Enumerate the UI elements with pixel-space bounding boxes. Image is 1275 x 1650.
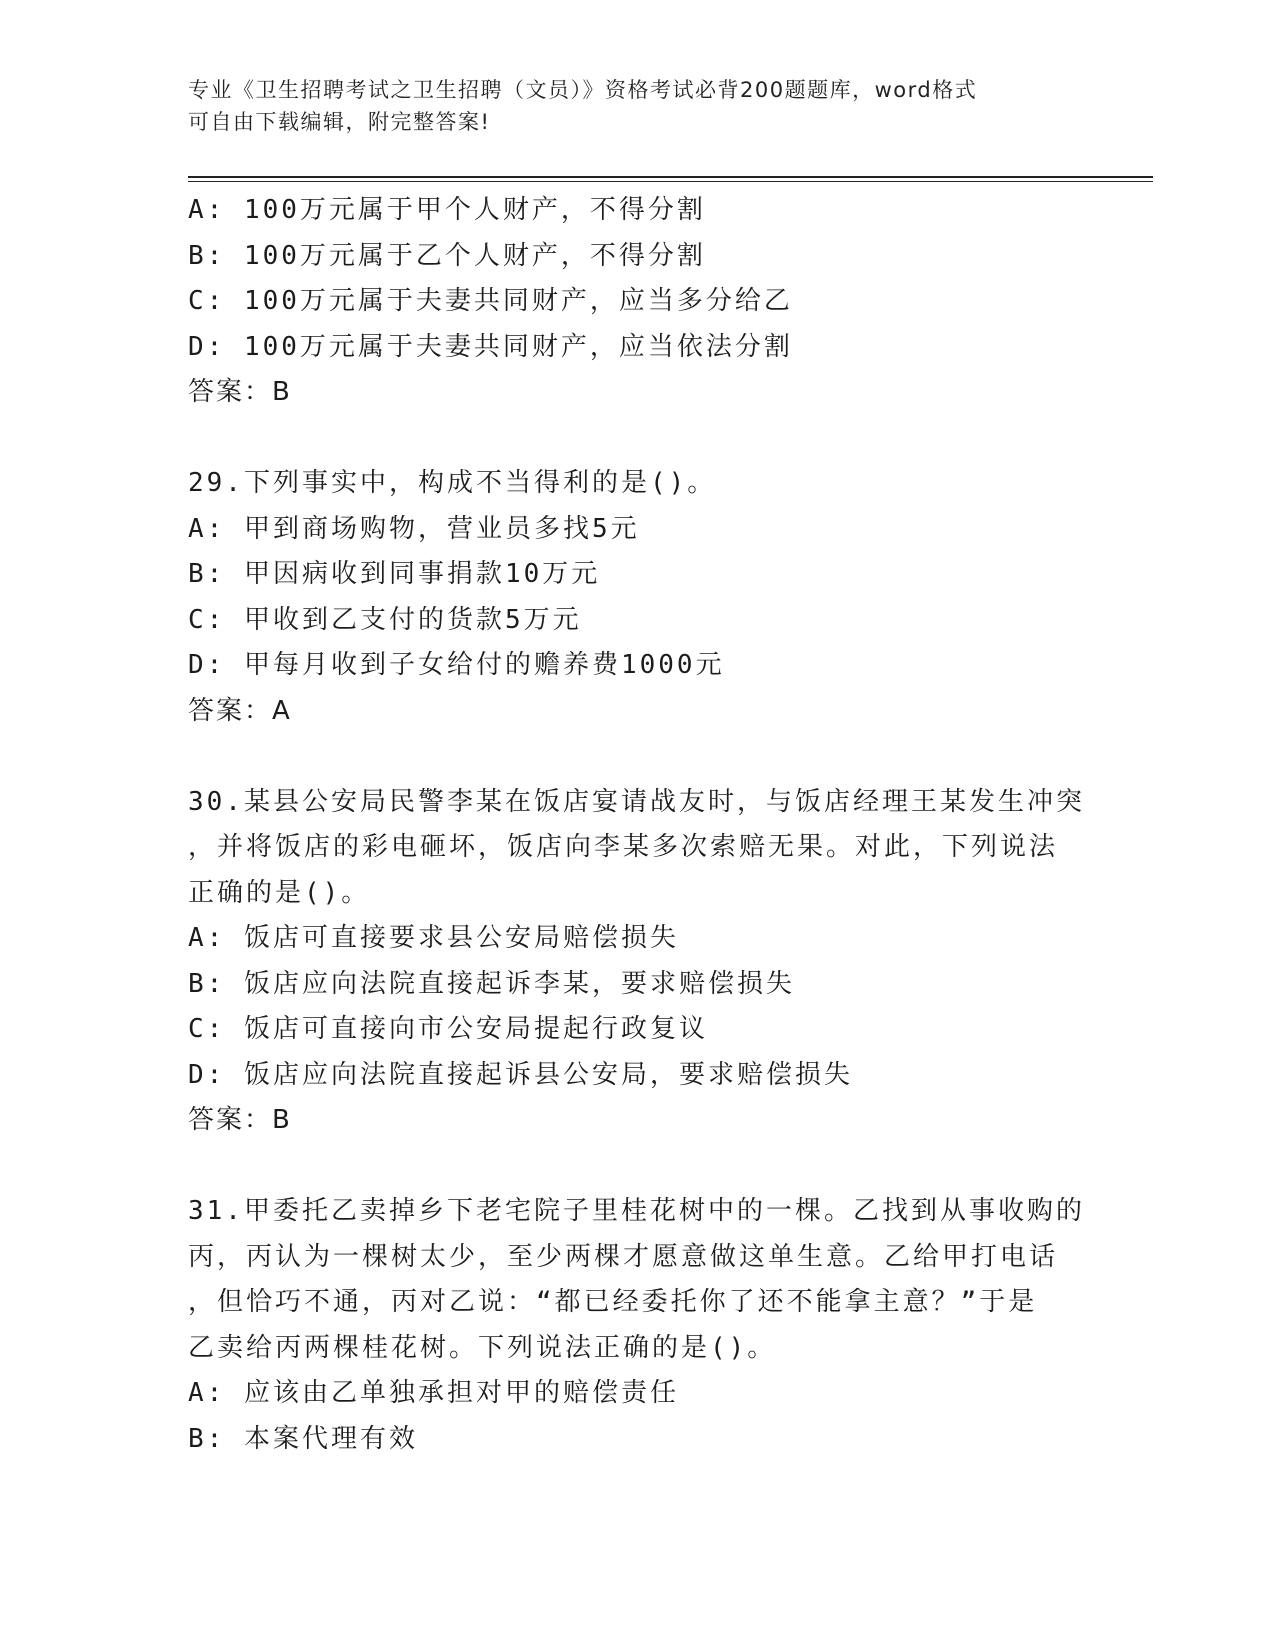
question-stem-line: 正确的是()。: [188, 877, 371, 908]
option-c: C: 饭店可直接向市公安局提起行政复议: [188, 1014, 708, 1044]
option-d: D: 甲每月收到子女给付的赡养费1000元: [188, 650, 725, 680]
option-a: A: 应该由乙单独承担对甲的赔偿责任: [188, 1378, 679, 1408]
header-divider-thick: [188, 176, 1153, 178]
question-stem-line: 丙，丙认为一棵树太少，至少两棵才愿意做这单生意。乙给甲打电话: [188, 1241, 1059, 1272]
header-divider-thin: [188, 181, 1153, 182]
question-stem-line: ，并将饭店的彩电砸坏，饭店向李某多次索赔无果。对此，下列说法: [188, 832, 1059, 862]
option-b: B: 本案代理有效: [188, 1423, 418, 1454]
question-28: [188, 188, 1088, 416]
document-header: [188, 74, 1068, 138]
option-a: A: 甲到商场购物，营业员多找5元: [188, 513, 640, 544]
question-29: [188, 461, 1088, 734]
option-b: B: 饭店应向法院直接起诉李某，要求赔偿损失: [188, 968, 795, 999]
option-c: C: 100万元属于夫妻共同财产，应当多分给乙: [188, 286, 793, 316]
option-b: B: 甲因病收到同事捐款10万元: [188, 559, 601, 589]
question-stem-line: 30.某县公安局民警李某在饭店宴请战友时，与饭店经理王某发生冲突: [188, 786, 1085, 817]
header-line-2: 可自由下载编辑，附完整答案!: [188, 110, 491, 134]
question-stem-line: 乙卖给丙两棵桂花树。下列说法正确的是()。: [188, 1332, 777, 1363]
question-30: [188, 780, 1088, 1144]
document-body: [188, 188, 1088, 1462]
question-stem-line: 31.甲委托乙卖掉乡下老宅院子里桂花树中的一棵。乙找到从事收购的: [188, 1196, 1085, 1226]
option-d: D: 100万元属于夫妻共同财产，应当依法分割: [188, 331, 793, 362]
question-stem: 29.下列事实中，构成不当得利的是()。: [188, 468, 717, 498]
header-line-1: 专业《卫生招聘考试之卫生招聘（文员）》资格考试必背200题题库，word格式: [188, 78, 978, 102]
question-stem-line: ，但恰巧不通，丙对乙说：“都已经委托你了还不能拿主意？”于是: [188, 1287, 1038, 1317]
option-d: D: 饭店应向法院直接起诉县公安局，要求赔偿损失: [188, 1059, 853, 1090]
answer: 答案：B: [188, 377, 292, 407]
option-b: B: 100万元属于乙个人财产，不得分割: [188, 240, 706, 271]
option-a: A: 100万元属于甲个人财产，不得分割: [188, 195, 706, 225]
answer: 答案：A: [188, 695, 292, 726]
question-31: [188, 1189, 1088, 1462]
answer: 答案：B: [188, 1105, 292, 1135]
option-c: C: 甲收到乙支付的货款5万元: [188, 604, 582, 635]
option-a: A: 饭店可直接要求县公安局赔偿损失: [188, 923, 679, 953]
